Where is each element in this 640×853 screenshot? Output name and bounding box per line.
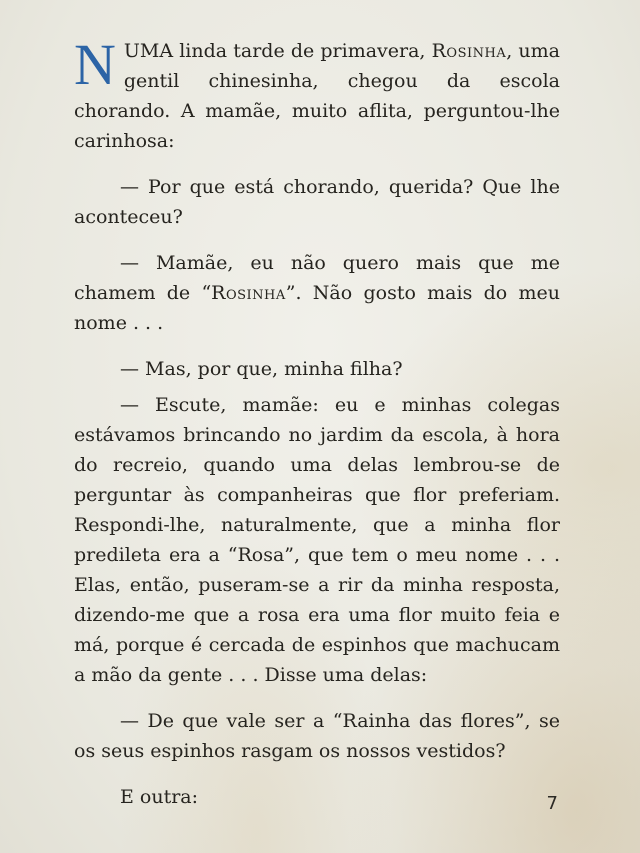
opening-paragraph: [74, 32, 560, 156]
dialogue-paragraph-6: — De que vale ser a “Rainha das flores”, se os seus espinhos rasgam os nossos vestidos?: [74, 710, 560, 762]
dialogue-paragraph-3: [74, 248, 560, 338]
character-name-quoted: Rosinha: [211, 282, 286, 304]
drop-cap: N: [74, 32, 116, 97]
opening-text-start: UMA linda tarde de primavera,: [123, 40, 432, 62]
opening-text-end: , uma gentil chinesinha, chegou da escola chorando. A mamãe, muito aflita, perguntou-lhe carinhosa:: [74, 40, 560, 152]
page-text: [74, 32, 560, 812]
character-name: Rosinha: [431, 40, 507, 62]
page-number: 7: [546, 793, 558, 814]
dialogue-paragraph-7: E outra:: [120, 786, 199, 808]
dialogue-paragraph-4: — Mas, por que, minha filha?: [120, 358, 403, 380]
dialogue-paragraph-5: — Escute, mamãe: eu e minhas colegas estávamos brincando no jardim da escola, à hora do recreio, quando uma delas lembrou-se de perguntar às companheiras que flor preferiam. Respondi-lhe, naturalmente, que a minha flor predileta era a “Rosa”, que tem o meu nome . . . Elas, então, puseram-se a rir da minha resposta, dizendo-me que a rosa era uma flor muito feia e má, porque é cercada de espinhos que machucam a mão da gente . . . Disse uma delas:: [74, 394, 560, 686]
dialogue-3-start: — Mamãe, eu não quero mais que me chamem de “: [74, 252, 560, 304]
dialogue-paragraph-2: — Por que está chorando, querida? Que lhe aconteceu?: [74, 176, 560, 228]
dialogue-3-end: ”. Não gosto mais do meu nome . . .: [74, 282, 560, 334]
